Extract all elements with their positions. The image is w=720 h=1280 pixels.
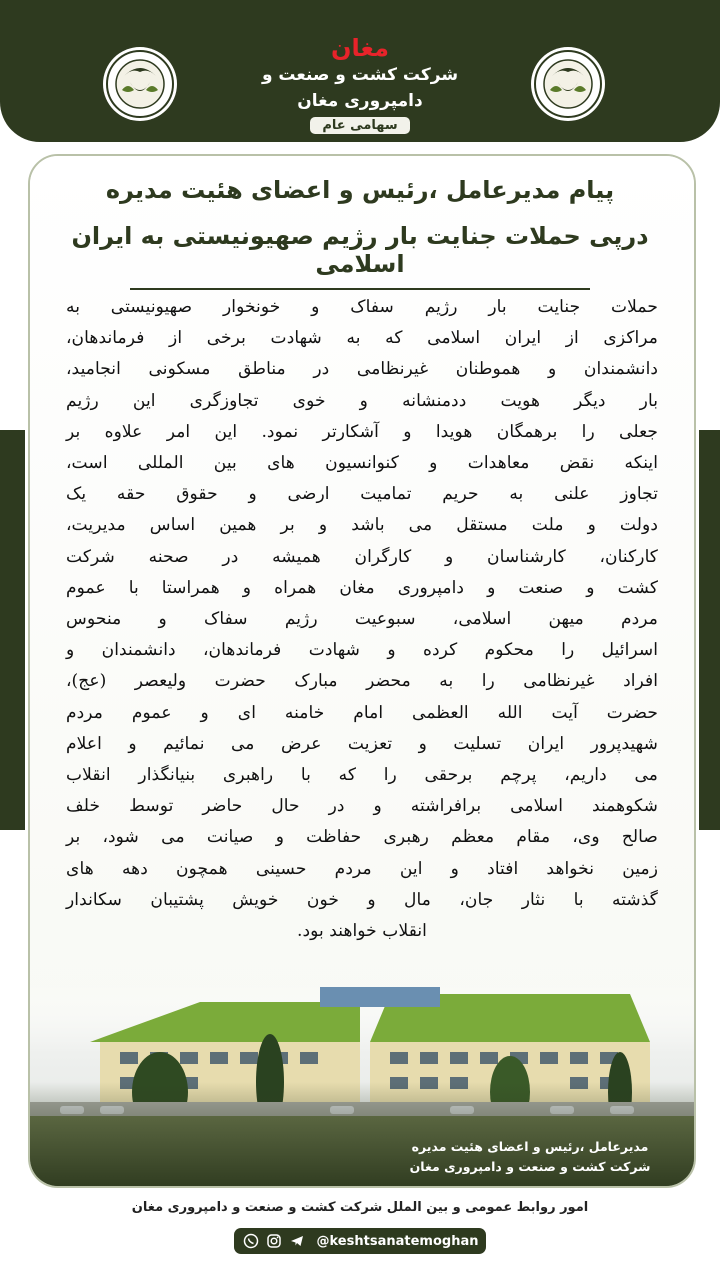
body-line: دانشمندان و هموطنان غیرنظامی در مناطق مسکونی انجامید، bbox=[66, 359, 658, 380]
body-line: افراد غیرنظامی را به محضر مبارک حضرت ولیعصر (عج)، bbox=[66, 671, 658, 692]
social-handle[interactable]: @keshtsanatemoghan bbox=[316, 1233, 479, 1249]
body-line: اینکه نقض معاهدات و کنوانسیون های بین المللی است، bbox=[66, 453, 658, 474]
signature-block bbox=[380, 1137, 680, 1177]
public-relations-credit: امور روابط عمومی و بین الملل شرکت کشت و صنعت و دامپروری مغان bbox=[131, 1200, 589, 1215]
brand-name: مغان bbox=[331, 34, 389, 62]
company-name: شرکت کشت و صنعت و دامپروری مغان bbox=[261, 65, 459, 111]
statement-body bbox=[66, 292, 658, 947]
body-line: شهیدپرور ایران تسلیت و تعزیت عرض می نمائیم و اعلام bbox=[66, 733, 658, 754]
body-line: شکوهمند اسلامی برافراشته و در حال حاضر توسط خلف bbox=[66, 796, 658, 817]
body-line: انقلاب خواهند بود. bbox=[297, 921, 427, 942]
header-banner bbox=[0, 0, 720, 142]
signature-company: شرکت کشت و صنعت و دامپروری مغان bbox=[409, 1159, 651, 1174]
body-line: کارکنان، کارشناسان و کارگران همیشه در صحنه شرکت bbox=[66, 546, 658, 567]
company-logo-left bbox=[102, 46, 178, 122]
title-divider bbox=[130, 288, 590, 290]
body-line: مراکزی از ایران اسلامی که به شهادت برخی از فرماندهان، bbox=[66, 328, 658, 349]
statement-title: پیام مدیرعامل ،رئیس و اعضای هئیت مدیره bbox=[105, 176, 615, 204]
body-line: زمین نخواهد افتاد و این مردم حسینی همچون دهه های bbox=[66, 858, 658, 879]
instagram-icon[interactable] bbox=[265, 1232, 283, 1250]
body-line: جعلی را برهمگان هویدا و آشکارتر نمود. این امر علاوه بر bbox=[66, 421, 658, 442]
company-type-badge: سهامی عام bbox=[310, 117, 409, 134]
body-line: مردم میهن اسلامی، سبوعیت رژیم سفاک و منحوس bbox=[66, 609, 658, 630]
statement-subtitle: درپی حملات جنایت بار رژیم صهیونیستی به ایران اسلامی bbox=[71, 222, 649, 278]
company-logo-right bbox=[530, 46, 606, 122]
statement-card bbox=[28, 154, 696, 1188]
body-line: بار دیگر هویت ددمنشانه و خوی تجاوزگری این رژیم bbox=[66, 390, 658, 411]
body-line: اسرائیل را محکوم کرده و شهادت فرماندهان، دانشمندان و bbox=[66, 640, 658, 661]
social-handle-badge[interactable] bbox=[234, 1228, 486, 1254]
body-line: حملات جنایت بار رژیم سفاک و خونخوار صهیونیستی به bbox=[66, 297, 658, 317]
body-line: دولت و ملت مستقل می باشد و بر همین اساس مدیریت، bbox=[66, 515, 658, 536]
body-line: گذشته با نثار جان، مال و خون خویش پشتیبان سکاندار bbox=[66, 889, 658, 910]
body-line: تجاوز علنی به حریم تمامیت ارضی و حقوق حقه یک bbox=[66, 484, 658, 505]
telegram-icon[interactable] bbox=[288, 1232, 306, 1250]
body-line: صالح وی، مقام معظم رهبری حفاظت و صیانت می شود، بر bbox=[66, 827, 658, 848]
whatsapp-icon[interactable] bbox=[242, 1232, 260, 1250]
body-line: کشت و صنعت و دامپروری مغان همراه و همراستا با عموم bbox=[66, 577, 658, 598]
signature-line: مدیرعامل ،رئیس و اعضای هئیت مدیره bbox=[411, 1139, 649, 1154]
body-line: حضرت آیت الله العظمی امام خامنه ای و عموم مردم bbox=[66, 702, 658, 723]
body-line: می داریم، پرچم برحقی را که با راهبری بنیانگذار انقلاب bbox=[66, 765, 658, 786]
